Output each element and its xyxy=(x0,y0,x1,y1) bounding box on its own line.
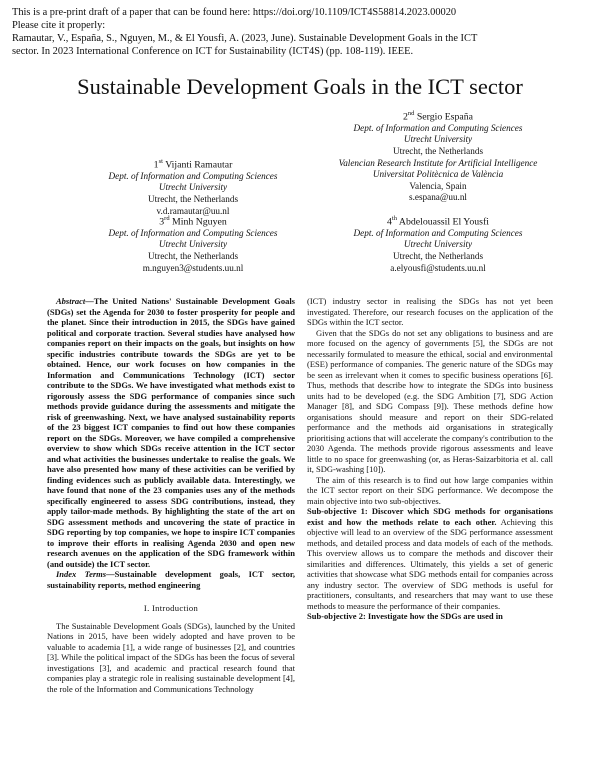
preprint-notice-line: This is a pre-print draft of a paper that can be found here: https://doi.org/10.1109/ICT4S58814.2023.00020 xyxy=(12,7,457,18)
abstract xyxy=(47,296,295,569)
author-name: 3rd Minh Nguyen xyxy=(159,215,227,228)
author-affiliation: Utrecht University xyxy=(158,239,228,250)
author-block-1 xyxy=(78,156,308,217)
author-location: Utrecht, the Netherlands xyxy=(147,194,239,205)
author-dept: Dept. of Information and Computing Sciences xyxy=(108,227,278,238)
author-dept: Dept. of Information and Computing Sciences xyxy=(353,122,523,133)
paragraph: Given that the SDGs do not set any obligations to business and are more focused on the agency of governments [5], the SDGs are not necessarily formulated to measure the ethical, social and environmental (ESE) performance of companies. The generic nature of the SDGs may be seen as irrelevant when it comes to specific business operations [6]. Thus, methods that describe how to integrate the SDGs into business units had to be developed (e.g. the SDG Ambition [7], SDG Action Manager [8], and SDG Compass [9]). These methods define how organisations should measure and report on their SDG-related performance and the methods aid organisations in strategically prioritising actions that will accelerate the company's contribution to the 2030 Agenda. The methods provide rigorous assessments and leave little to no space for greenwashing (or, as Heras-Saizarbitoria et al. call it, SDG-washing [10]). xyxy=(307,327,553,474)
author-dept: Dept. of Information and Computing Sciences xyxy=(353,227,523,238)
author-email[interactable]: a.elyousfi@students.uu.nl xyxy=(390,262,486,273)
preprint-notice-line: sector. In 2023 International Conference on ICT for Sustainability (ICT4S) (pp. 108-119). IEEE. xyxy=(12,46,414,57)
author-location: Utrecht, the Netherlands xyxy=(392,146,484,157)
paragraph: The Sustainable Development Goals (SDGs), launched by the United Nations in 2015, have been widely adopted and have proven to be valuable to academia [1], a wide range of businesses [2], and countries [3]. While the political impact of the SDGs has been the focus of several investigations [3], and academic and practical research found that companies play a strategic role in realising sustainable development [4], the role of the Information and Communications Technology xyxy=(47,620,295,694)
abstract-label: Abstract xyxy=(56,296,86,306)
paper-title: Sustainable Development Goals in the ICT sector xyxy=(77,74,523,99)
author-affiliation: Utrecht University xyxy=(158,182,228,193)
preprint-notice-line: Ramautar, V., España, S., Nguyen, M., & El Yousfi, A. (2023, June). Sustainable Development Goals in the ICT xyxy=(12,33,478,44)
abstract-text: —The United Nations' Sustainable Development Goals (SDGs) set the Agenda for 2030 to foster prosperity for people and the planet. Since their introduction in 2015, the SDGs have gained political and corporate traction. Several studies have analysed how companies report on their impacts on the goals, but insights on how specific industries contribute towards the SDGs are yet to be obtained. Hence, our work focuses on how companies in the Information and Communications Technology (ICT) sector contribute to the SDGs. We have investigated what methods exist to rigorously assess the SDG performance of companies since such methods provide guidance during the assessments and mitigate the risk of greenwashing. Next, we have analysed sustainability reports of the 23 biggest ICT companies to find out how these companies report on the SDGs. Moreover, we have compiled a comprehensive overview to show which SDGs receive attention in the ICT sector and what activities the businesses undertake to realise the goals. We have also presented how many of these activities can be verified by finding evidences such as publicly available data. Interestingly, we have found that none of the 23 companies uses any of the methods specifically engineered to assess SDG contributions, instead, they apply tailor-made methods. By highlighting the state of the art on SDG assessment methods and uncovering the state of practice in SDG reporting by top companies, we hope to inspire ICT companies to improve their efforts in realising Agenda 2030 and open new research avenues on the application of the SDG framework within (and outside) the ICT sector. xyxy=(47,296,295,569)
index-terms-text: —Sustainable development goals, ICT sector, sustainability reports, method engineering xyxy=(47,569,295,590)
author-email[interactable]: s.espana@uu.nl xyxy=(409,192,467,203)
author-dept: Dept. of Information and Computing Sciences xyxy=(108,170,278,181)
author-email[interactable]: m.nguyen3@students.uu.nl xyxy=(142,262,244,273)
author-block-3 xyxy=(78,213,308,274)
right-column xyxy=(307,296,553,622)
author-affiliation: Utrecht University xyxy=(403,239,473,250)
index-terms-label: Index Terms xyxy=(56,569,107,579)
author-affiliation: Utrecht University xyxy=(403,134,473,145)
left-column xyxy=(47,296,295,694)
author-block-4 xyxy=(318,213,558,274)
author-name: 1st Vijanti Ramautar xyxy=(153,158,233,171)
sub-objective-2-label: Sub-objective 2: Investigate how the SDGs are used in xyxy=(307,611,503,621)
author-email[interactable]: v.d.ramautar@uu.nl xyxy=(156,205,230,216)
paragraph: (ICT) industry sector in realising the SDGs has not yet been investigated. Therefore, our research focuses on the application of the SDGs within the ICT sector. xyxy=(307,296,553,327)
author-location: Utrecht, the Netherlands xyxy=(147,251,239,262)
preprint-notice-line: Please cite it properly: xyxy=(12,20,106,31)
sub-objective-1-text: Achieving this objective will lead to an overview of the SDG performance assessment methods, and detailed process and data models of each of the methods. This overview allows us to compare the methods and discover their similarities and differences. Ultimately, this yields a set of generic activities that showcase what SDG methods entail for companies across any industry sector. The overview of SDG methods is useful for practitioners, consultants, and researchers that may want to use these methods to measure the performance of their companies. xyxy=(307,516,553,611)
author-location: Utrecht, the Netherlands xyxy=(392,251,484,262)
author-affiliation-3: Universitat Politècnica de València xyxy=(372,169,504,180)
index-terms xyxy=(47,569,295,590)
author-location-2: Valencia, Spain xyxy=(409,180,467,191)
paragraph: The aim of this research is to find out how large companies within the ICT sector report on their SDG performance. We decompose the main objective into two sub-objectives. xyxy=(307,474,553,506)
preprint-notice xyxy=(12,6,592,58)
sub-objective-1-label: Sub-objective 1: Discover which SDG methods for organisations exist and how the methods relate to each other. xyxy=(307,506,553,527)
sub-objective-1 xyxy=(307,506,553,611)
author-affiliation-2: Valencian Research Institute for Artificial Intelligence xyxy=(338,157,538,168)
section-heading: I. Introduction xyxy=(143,603,199,613)
author-block-2 xyxy=(318,108,558,204)
author-name: 4th Abdelouassil El Yousfi xyxy=(387,215,489,228)
author-name: 2nd Sergio España xyxy=(402,110,473,123)
